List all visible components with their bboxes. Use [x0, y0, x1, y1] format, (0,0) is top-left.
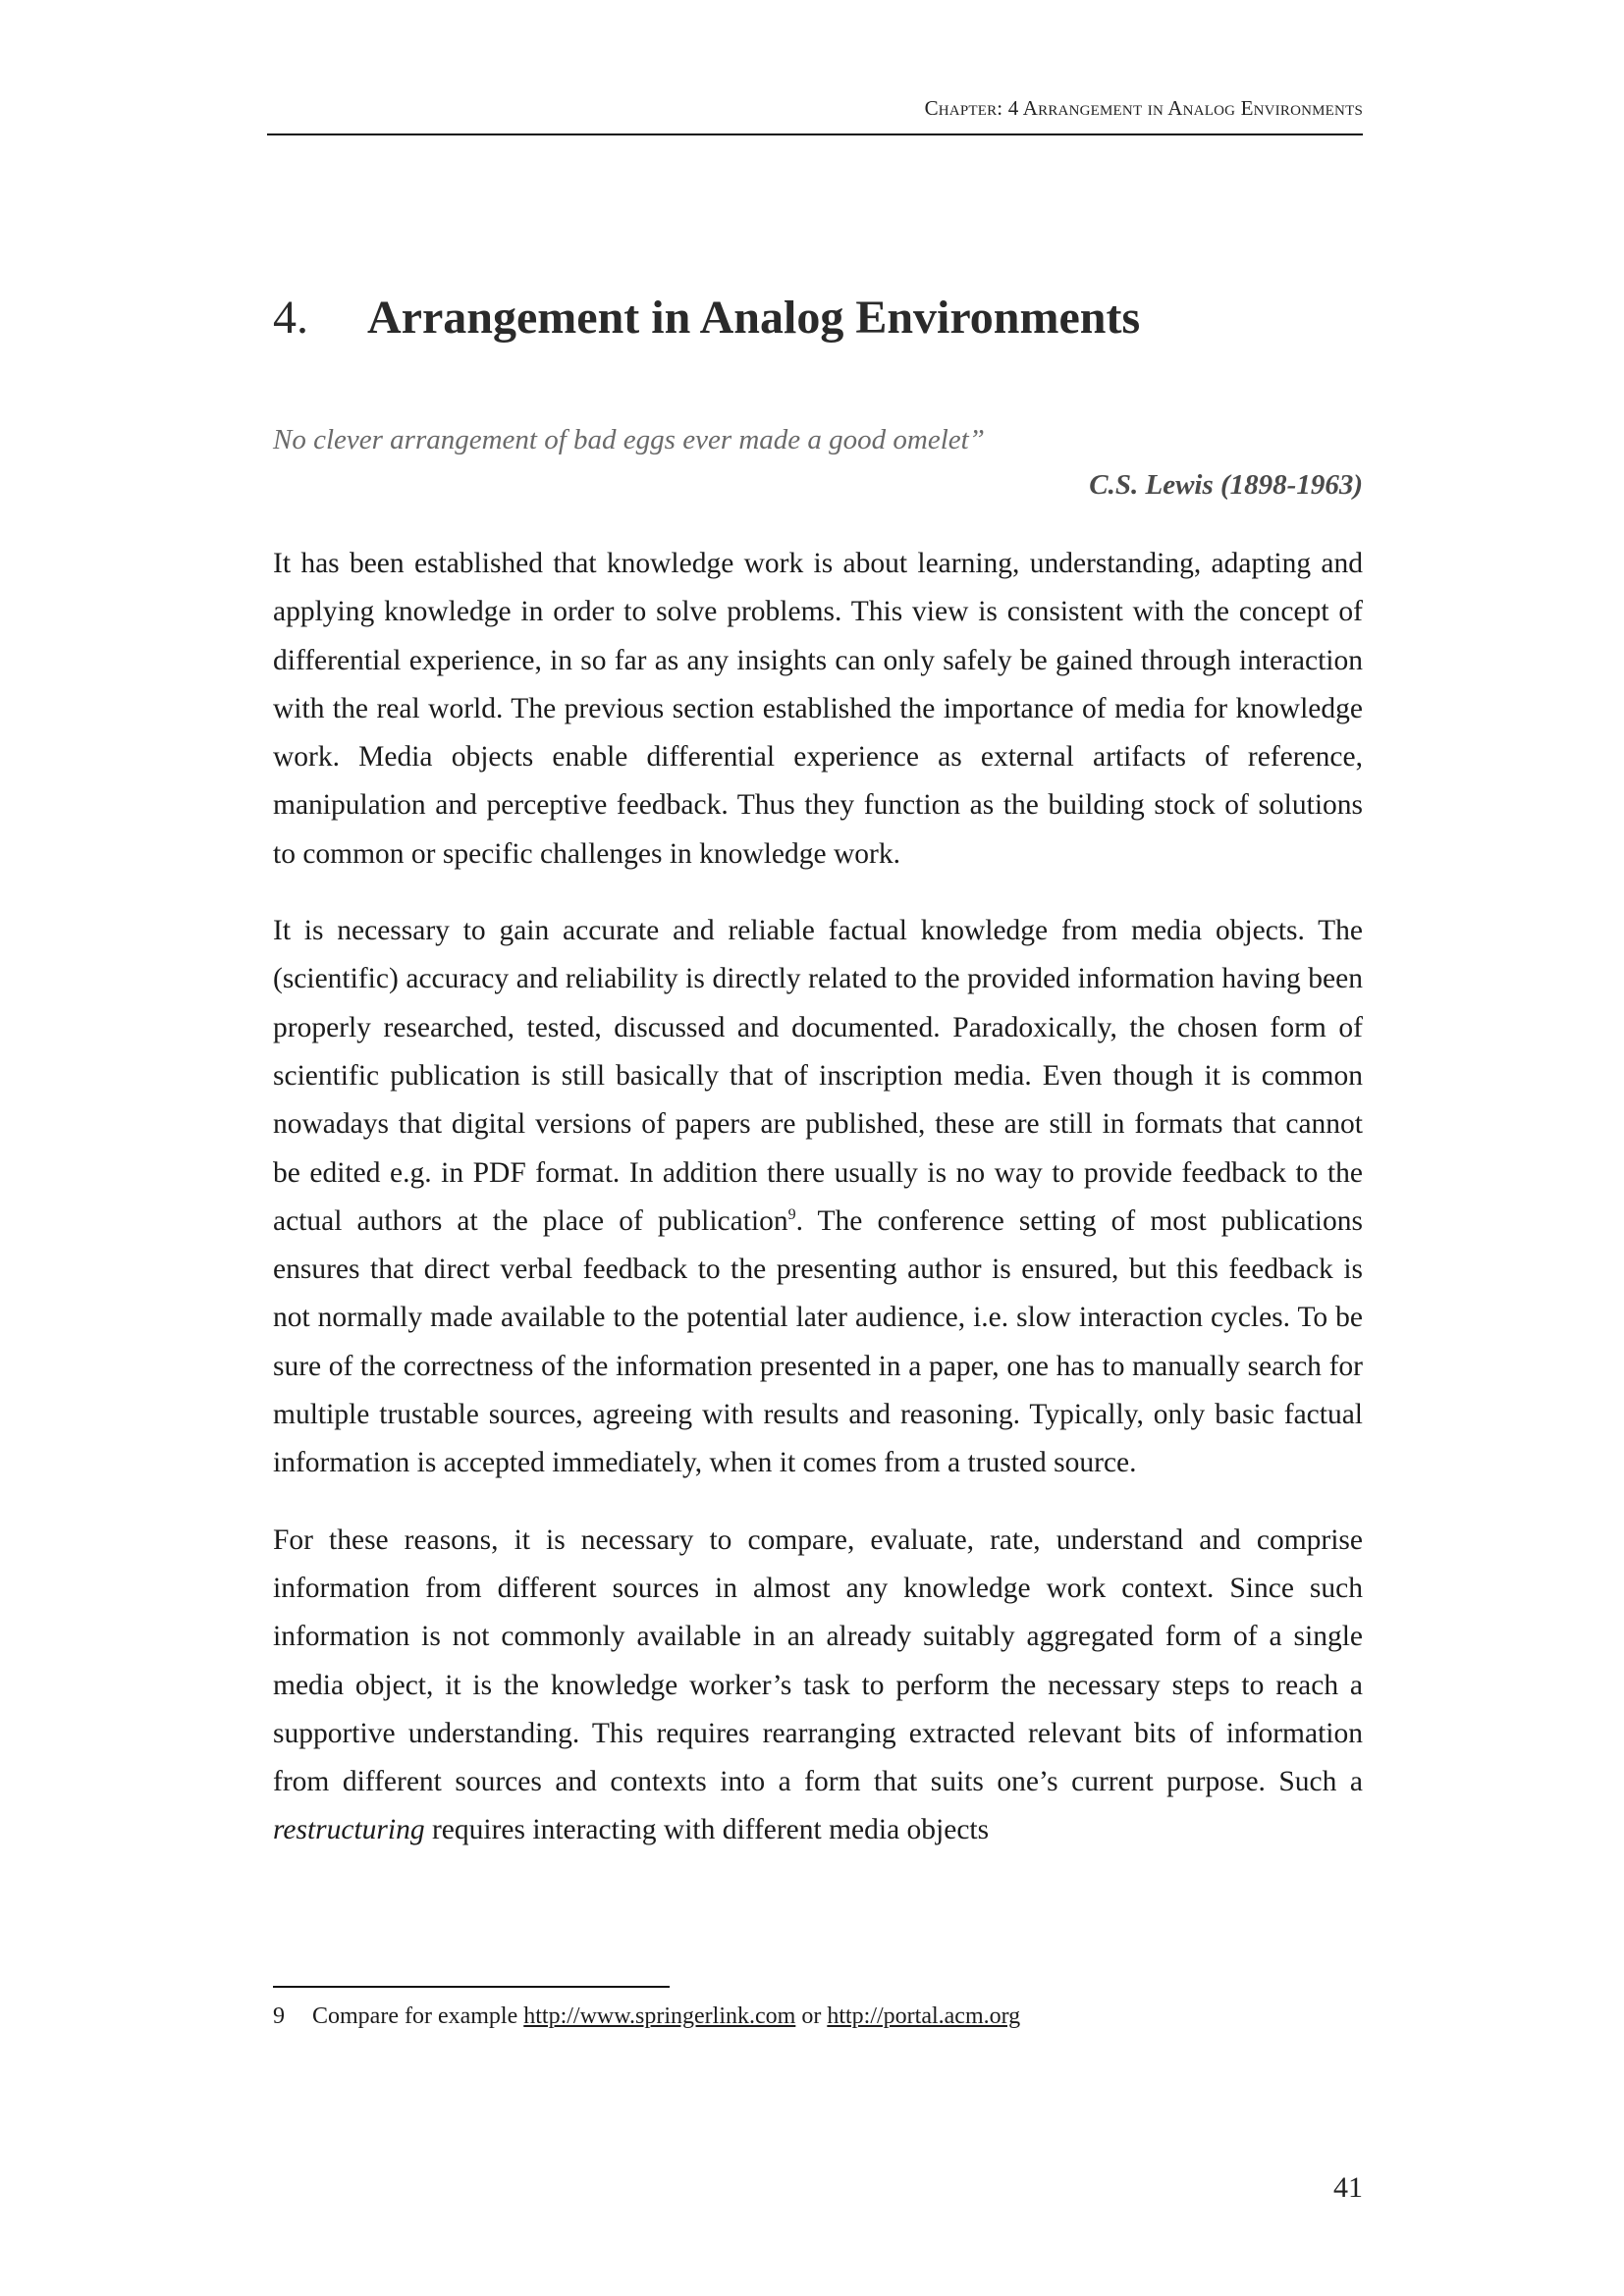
body-text — [273, 540, 1363, 1884]
chapter-number: 4. — [273, 292, 308, 344]
footnote-text: Compare for example — [312, 2003, 524, 2029]
epigraph-quote: No clever arrangement of bad eggs ever made a good omelet” — [273, 424, 985, 455]
paragraph-3 — [273, 1517, 1363, 1855]
chapter-title-text: Arrangement in Analog Environments — [367, 292, 1141, 344]
chapter-title — [273, 291, 1363, 345]
running-header-text: Chapter: 4 Arrangement in Analog Environments — [924, 96, 1363, 120]
footnote-link-acm[interactable]: http://portal.acm.org — [827, 2003, 1021, 2029]
paragraph-3-text-a: For these reasons, it is necessary to compare, evaluate, rate, understand and comprise information from different sources in almost any knowledge work context. Since such information is not commonly available in an already suitably aggregated form of a single media object, it is the knowledge worker’s task to perform the necessary steps to reach a supportive understanding. This requires rearranging extracted relevant bits of information from different sources and contexts into a form that suits one’s current purpose. Such a — [273, 1523, 1363, 1798]
paragraph-1: It has been established that knowledge work is about learning, understanding, adapting and applying knowledge in order to solve problems. This view is consistent with the concept of differential experience, in so far as any insights can only safely be gained through interaction with the real world. The previous section established the importance of media for knowledge work. Media objects enable differential experience as external artifacts of reference, manipulation and perceptive feedback. Thus they function as the building stock of solutions to common or specific challenges in knowledge work. — [273, 548, 1363, 870]
footnote-number: 9 — [273, 2003, 285, 2029]
footnote-reference[interactable]: 9 — [787, 1206, 796, 1224]
page-number: 41 — [1333, 2171, 1363, 2204]
footnote-rule — [273, 1986, 670, 1988]
paragraph-2 — [273, 907, 1363, 1488]
footnote-connector: or — [795, 2003, 828, 2029]
epigraph-author: C.S. Lewis (1898-1963) — [1089, 469, 1363, 501]
running-header — [267, 96, 1363, 121]
paragraph-2-text-b: . The conference setting of most publications ensures that direct verbal feedback to the presenting author is ensured, but this feedback is not normally made available to the potential later audience, i.e. slow interaction cycles. To be sure of the correctness of the information presented in a paper, one has to manually search for multiple trustable sources, agreeing with results and reasoning. Typically, only basic factual information is accepted immediately, when it comes from a trusted source. — [273, 1204, 1363, 1479]
header-rule — [267, 133, 1363, 135]
emphasis-restructuring: restructuring — [273, 1814, 425, 1846]
paragraph-3-text-b: requires interacting with different media objects — [424, 1814, 990, 1846]
paragraph-2-text-a: It is necessary to gain accurate and reliable factual knowledge from media objects. The (scientific) accuracy and reliability is directly related to the provided information having been properly researched, tested, discussed and documented. Paradoxically, the chosen form of scientific publication is still basically that of inscription media. Even though it is common nowadays that digital versions of papers are published, these are still in formats that cannot be edited e.g. in PDF format. In addition there usually is no way to provide feedback to the actual authors at the place of publication — [273, 915, 1363, 1237]
footnote-link-springer[interactable]: http://www.springerlink.com — [523, 2003, 796, 2029]
footnote — [273, 2003, 1363, 2030]
